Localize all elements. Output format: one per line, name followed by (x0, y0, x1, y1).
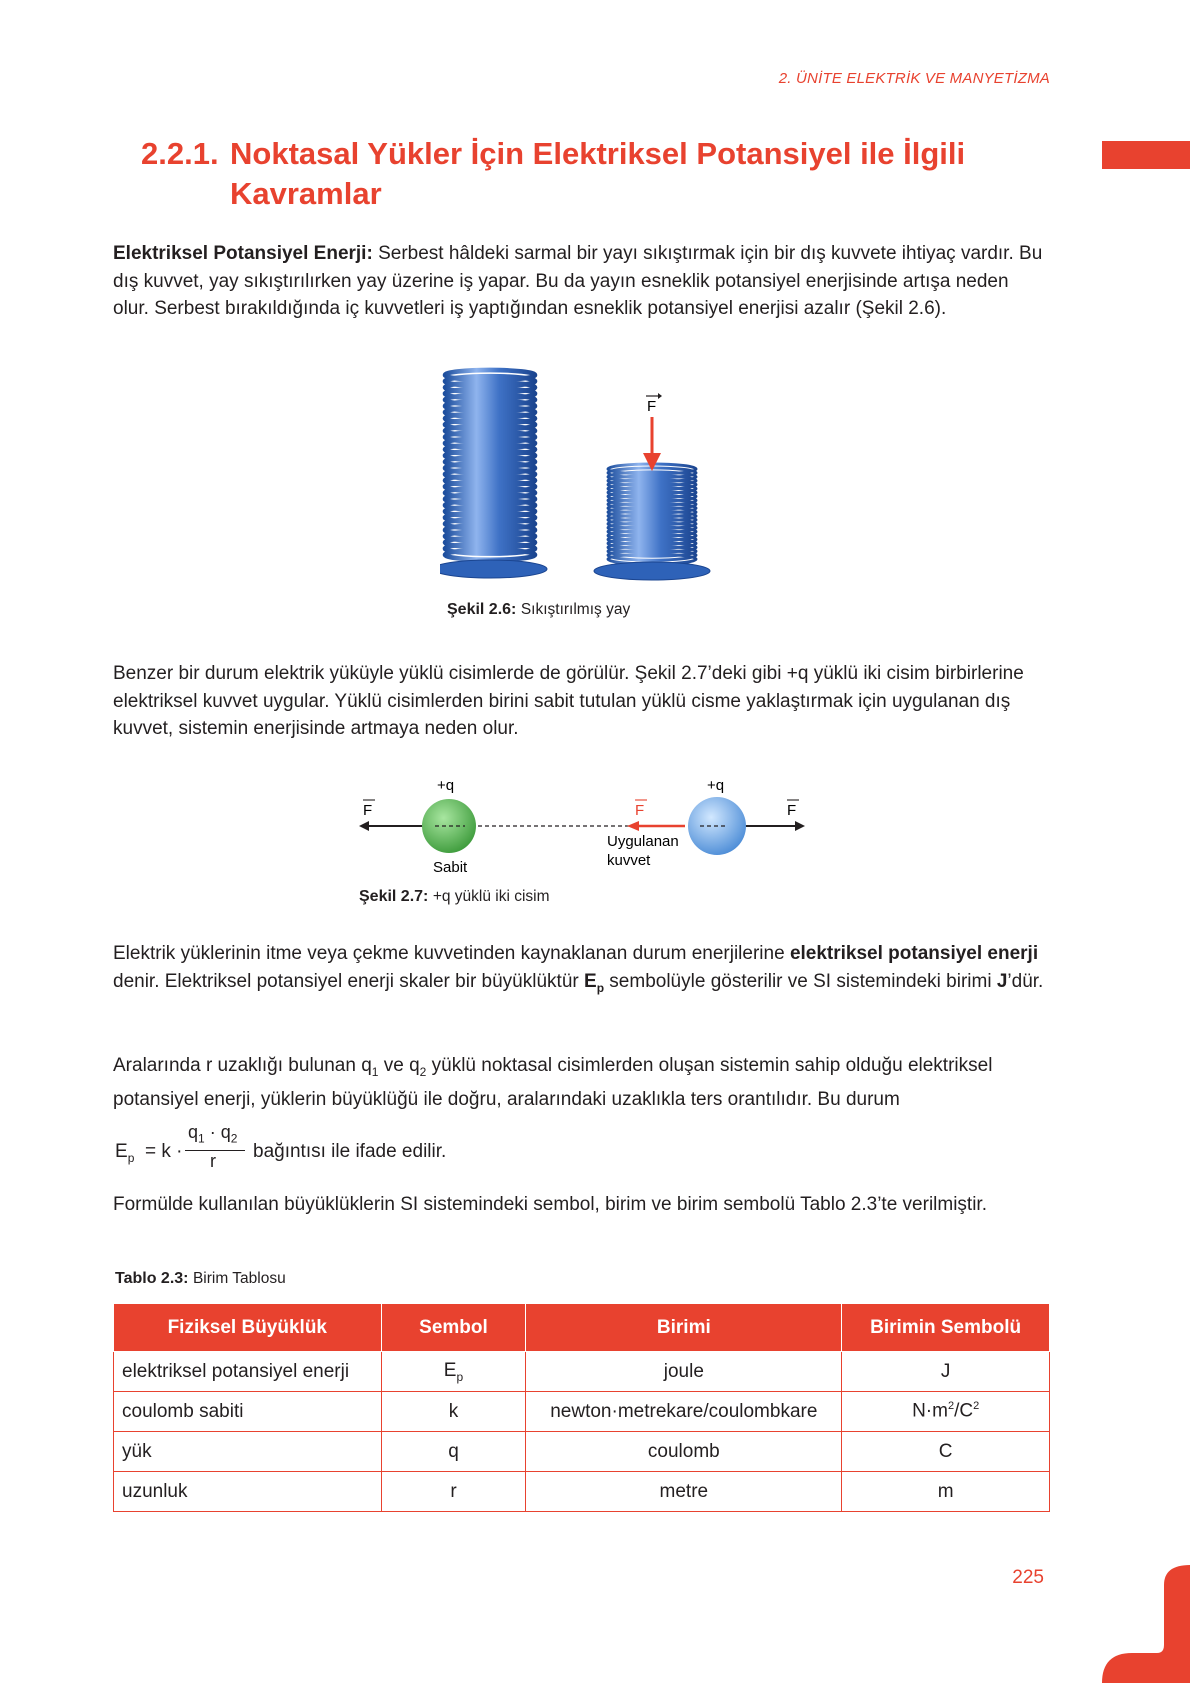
proportionality-text-1: Aralarında r uzaklığı bulunan q (113, 1055, 372, 1076)
paragraph-definition (113, 940, 1048, 1002)
title-line-1: Noktasal Yükler İçin Elektriksel Potansiyel ile İlgili (230, 136, 966, 171)
formula-denominator: r (210, 1151, 216, 1171)
numerator-q1: q (188, 1122, 199, 1142)
fixed-label: Sabit (433, 859, 468, 876)
term-electric-potential-energy: Elektriksel Potansiyel Enerji: (113, 243, 373, 264)
proportionality-text-3: yüklü noktasal cisimlerden oluşan sistemin sahip olduğu elektriksel potansiyel enerji, yüklerin büyüklüğü ile doğru, aralarındaki uzaklıkla ters orantılıdır. Bu durum (113, 1055, 993, 1111)
figure-2-6-caption-text: Sıkıştırılmış yay (520, 601, 631, 618)
applied-label-line2: kuvvet (607, 852, 651, 869)
applied-force-head (627, 821, 639, 831)
cell-unit-symbol: C (842, 1432, 1050, 1472)
unit-header: 2. ÜNİTE ELEKTRİK VE MANYETİZMA (778, 70, 1050, 87)
cell-unit-symbol: m (842, 1472, 1050, 1512)
term-definition: elektriksel potansiyel enerji (789, 943, 1039, 964)
applied-label-line1: Uygulanan (607, 833, 679, 850)
page-corner-decoration (1072, 1565, 1190, 1683)
table-row (114, 1392, 1050, 1432)
q1-subscript: 1 (371, 1064, 379, 1079)
unit-table (113, 1303, 1050, 1512)
numerator-dot: · (204, 1122, 221, 1142)
header-unit-symbol: Birimin Sembolü (842, 1304, 1050, 1352)
definition-text-2: denir. Elektriksel potansiyel enerji skaler bir büyüklüktür (113, 970, 584, 992)
figure-2-7-caption-label: Şekil 2.7: (359, 888, 429, 905)
table-row (114, 1352, 1050, 1392)
numerator-s2: 2 (230, 1131, 238, 1146)
figure-2-6-caption-label: Şekil 2.6: (447, 601, 517, 618)
formula-text: bağıntısı ile ifade edilir. (253, 1141, 447, 1162)
left-force-head (359, 821, 369, 831)
table-caption-label: Tablo 2.3: (115, 1270, 189, 1287)
side-tab-marker (1102, 141, 1190, 169)
formula-equals-k: = k · (145, 1141, 183, 1162)
cell-unit: joule (526, 1352, 842, 1392)
symbol-ep: E (584, 970, 597, 992)
proportionality-text-2: ve q (378, 1055, 420, 1076)
cell-unit: coulomb (526, 1432, 842, 1472)
figure-2-6-caption (447, 601, 630, 619)
cell-quantity: uzunluk (114, 1472, 382, 1512)
cell-unit-symbol: $N\cdot m^2/C^2$ (842, 1392, 1050, 1432)
cell-quantity: coulomb sabiti (114, 1392, 382, 1432)
cell-unit: newton·metrekare/coulombkare (526, 1392, 842, 1432)
table-caption-text: Birim Tablosu (192, 1270, 286, 1287)
unit-joule: J (996, 970, 1008, 992)
spring-base (594, 562, 710, 580)
definition-text-4: ’dür. (1007, 970, 1044, 992)
force-vector-tip (658, 393, 662, 399)
paragraph-proportionality (113, 1052, 1048, 1114)
q2-subscript: 2 (419, 1064, 427, 1079)
table-row (114, 1472, 1050, 1512)
table-header-row (114, 1304, 1050, 1352)
cell-quantity: elektriksel potansiyel enerji (114, 1352, 382, 1392)
formula-lhs-sub: p (127, 1150, 135, 1165)
cell-symbol: r (381, 1472, 526, 1512)
formula-lhs-e: E (115, 1141, 128, 1162)
header-symbol: Sembol (381, 1304, 526, 1352)
figure-2-7-caption (359, 888, 550, 906)
definition-text-3: sembolüyle gösterilir ve SI sistemindeki birimi (604, 970, 997, 992)
figure-two-charges (355, 770, 815, 885)
right-force-label: F (787, 802, 797, 819)
paragraph-table-intro: Formülde kullanılan büyüklüklerin SI sistemindeki sembol, birim ve birim sembolü Tablo 2.3’te verilmiştir. (113, 1194, 987, 1215)
cell-symbol: $E_p$ (381, 1352, 526, 1392)
force-label: F (647, 398, 657, 415)
numerator-q2: q (220, 1122, 231, 1142)
relaxed-spring (440, 370, 547, 578)
formula-potential-energy (115, 1122, 715, 1172)
right-force-head (795, 821, 805, 831)
cell-quantity: yük (114, 1432, 382, 1472)
figure-2-7-caption-text: +q yüklü iki cisim (432, 888, 550, 905)
cell-unit: metre (526, 1472, 842, 1512)
definition-text-1: Elektrik yüklerinin itme veya çekme kuvvetinden kaynaklanan durum enerjilerine (113, 943, 790, 964)
table-row (114, 1432, 1050, 1472)
section-number: 2.2.1. (141, 136, 219, 171)
header-unit: Birimi (526, 1304, 842, 1352)
cell-symbol: q (381, 1432, 526, 1472)
section-title (141, 134, 1021, 214)
header-physical-quantity: Fiziksel Büyüklük (114, 1304, 382, 1352)
paragraph-intro (113, 240, 1048, 323)
left-charge-label: +q (437, 777, 455, 794)
spring-base (440, 560, 547, 578)
formula-lhs (115, 1141, 134, 1165)
page-number: 225 (1012, 1567, 1044, 1588)
symbol-ep-sub: p (596, 980, 605, 995)
paragraph-analogy: Benzer bir durum elektrik yüküyle yüklü cisimlerde de görülür. Şekil 2.7’deki gibi +q yüklü iki cisim birbirlerine elektriksel kuvvet uygular. Yüklü cisimlerden birini sabit tutulan yüklü cisme yaklaştırmak için uygulanan dış kuvvet, sistemin enerjisinde artmaya neden olur. (113, 663, 1024, 739)
formula-numerator (188, 1122, 237, 1146)
right-charge-label: +q (707, 777, 725, 794)
compressed-spring (594, 464, 710, 580)
paragraph-intro-text: Serbest hâldeki sarmal bir yayı sıkıştırmak için bir dış kuvvete ihtiyaç vardır. Bu dış kuvvet, yay sıkıştırılırken yay üzerine iş yapar. Bu da yayın esneklik potansiyel enerjisinde artışa neden olur. Serbest bırakıldığında iç kuvvetleri iş yaptığından esneklik potansiyel enerjisi azalır (Şekil 2.6). (113, 243, 1043, 319)
left-force-label: F (363, 802, 373, 819)
numerator-s1: 1 (198, 1131, 205, 1146)
table-caption (115, 1270, 286, 1288)
applied-force-label: F (635, 802, 645, 819)
figure-compressed-spring (440, 365, 720, 585)
title-line-2: Kavramlar (230, 176, 382, 211)
cell-unit-symbol: J (842, 1352, 1050, 1392)
cell-symbol: k (381, 1392, 526, 1432)
